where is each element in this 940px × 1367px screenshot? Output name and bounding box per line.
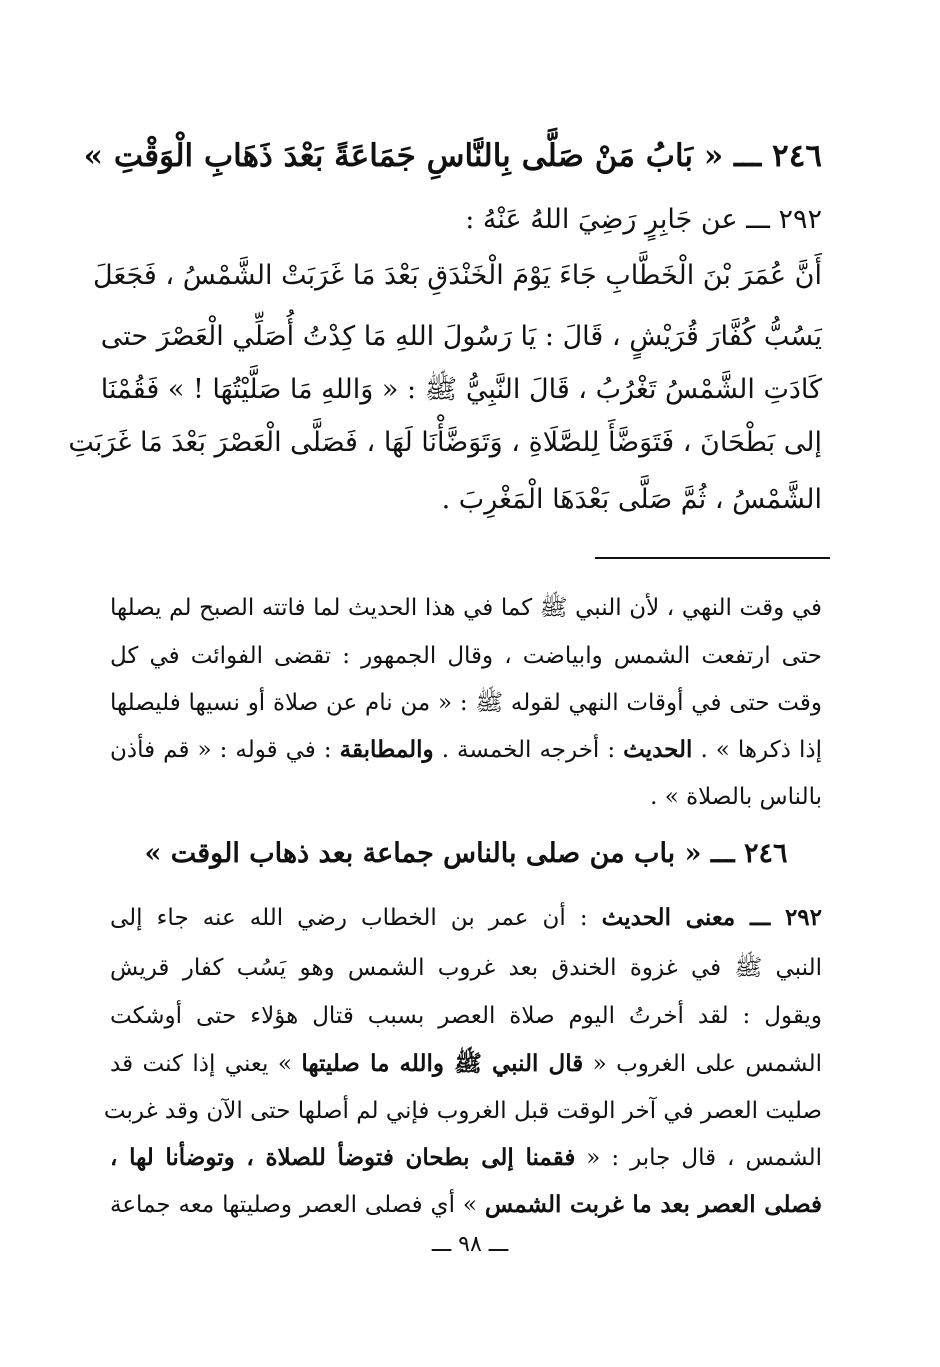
commentary-line: الشمس على الغروب « قال النبي ﷺ والله ما صليتها » يعني إذا كنت قد <box>110 1050 822 1077</box>
page-number: ـــ ٩٨ ـــ <box>431 1232 509 1257</box>
section-title: ٢٤٦ ـــ « باب من صلى بالناس جماعة بعد ذهاب الوقت » <box>144 838 788 869</box>
commentary-line: الشمس ، قال جابر : « فقمنا إلى بطحان فتوضأ للصلاة ، وتوضأنا لها ، <box>110 1144 822 1171</box>
hadith-line: أَنَّ عُمَرَ بْنَ الْخَطَّابِ جَاءَ يَوْمَ الْخَنْدَقِ بَعْدَ مَا غَرَبَتْ الشَّمْسُ ، فَجَعَلَ <box>93 260 822 291</box>
footnote-line: بالناس بالصلاة » . <box>650 784 822 810</box>
hadith-line: الشَّمْسُ ، ثُمَّ صَلَّى بَعْدَهَا الْمَغْرِبَ . <box>441 484 822 515</box>
footnote-line: في وقت النهي ، لأن النبي ﷺ كما في هذا الحديث لما فاتته الصبح لم يصلها <box>110 595 823 621</box>
footnote-line: حتى ارتفعت الشمس وابياضت ، وقال الجمهور : تقضى الفوائت في كل <box>110 643 822 669</box>
footnote-line: وقت حتى في أوقات النهي لقوله ﷺ : « من نام عن صلاة أو نسيها فليصلها <box>110 690 822 716</box>
footnote-separator <box>595 557 830 559</box>
hadith-intro: ٢٩٢ ـــ عن جَابِرٍ رَضِيَ اللهُ عَنْهُ : <box>465 204 822 235</box>
commentary-line: النبي ﷺ في غزوة الخندق بعد غروب الشمس وهو يَسُب كفار قريش <box>110 955 822 981</box>
commentary-line: صليت العصر في آخر الوقت قبل الغروب فإني لم أصلها حتى الآن وقد غربت <box>103 1098 822 1124</box>
chapter-title: ٢٤٦ ـــ « بَابُ مَنْ صَلَّى بِالنَّاسِ جَمَاعَةً بَعْدَ ذَهَابِ الْوَقْتِ » <box>83 138 822 174</box>
hadith-line: يَسُبُّ كُفَّارَ قُرَيْشٍ ، قَالَ : يَا رَسُولَ اللهِ مَا كِدْتُ أُصَلِّي الْعَصْرَ حتى <box>100 321 822 352</box>
commentary-line: ٢٩٢ ـــ معنى الحديث : أن عمر بن الخطاب رضي الله عنه جاء إلى <box>110 904 822 931</box>
hadith-line: كَادَتِ الشَّمْسُ تَغْرُبُ ، قَالَ النَّبِيُّ ﷺ : « وَاللهِ مَا صَلَّيْتُهَا ! » فَقُمْنَا <box>100 374 822 405</box>
footnote-line: إذا ذكرها » . الحديث : أخرجه الخمسة . والمطابقة : في قوله : « قم فأذن <box>110 736 822 763</box>
hadith-line: إلى بَطْحَانَ ، فَتَوَضَّأَ لِلصَّلَاةِ ، وَتَوَضَّأْنَا لَهَا ، فَصَلَّى الْعَصْرَ بَعْدَ مَا غَرَبَتِ <box>68 427 822 458</box>
commentary-line: فصلى العصر بعد ما غربت الشمس » أي فصلى العصر وصليتها معه جماعة <box>110 1191 823 1218</box>
commentary-line: ويقول : لقد أخرتُ اليوم صلاة العصر بسبب قتال هؤلاء حتى أوشكت <box>110 1003 822 1029</box>
